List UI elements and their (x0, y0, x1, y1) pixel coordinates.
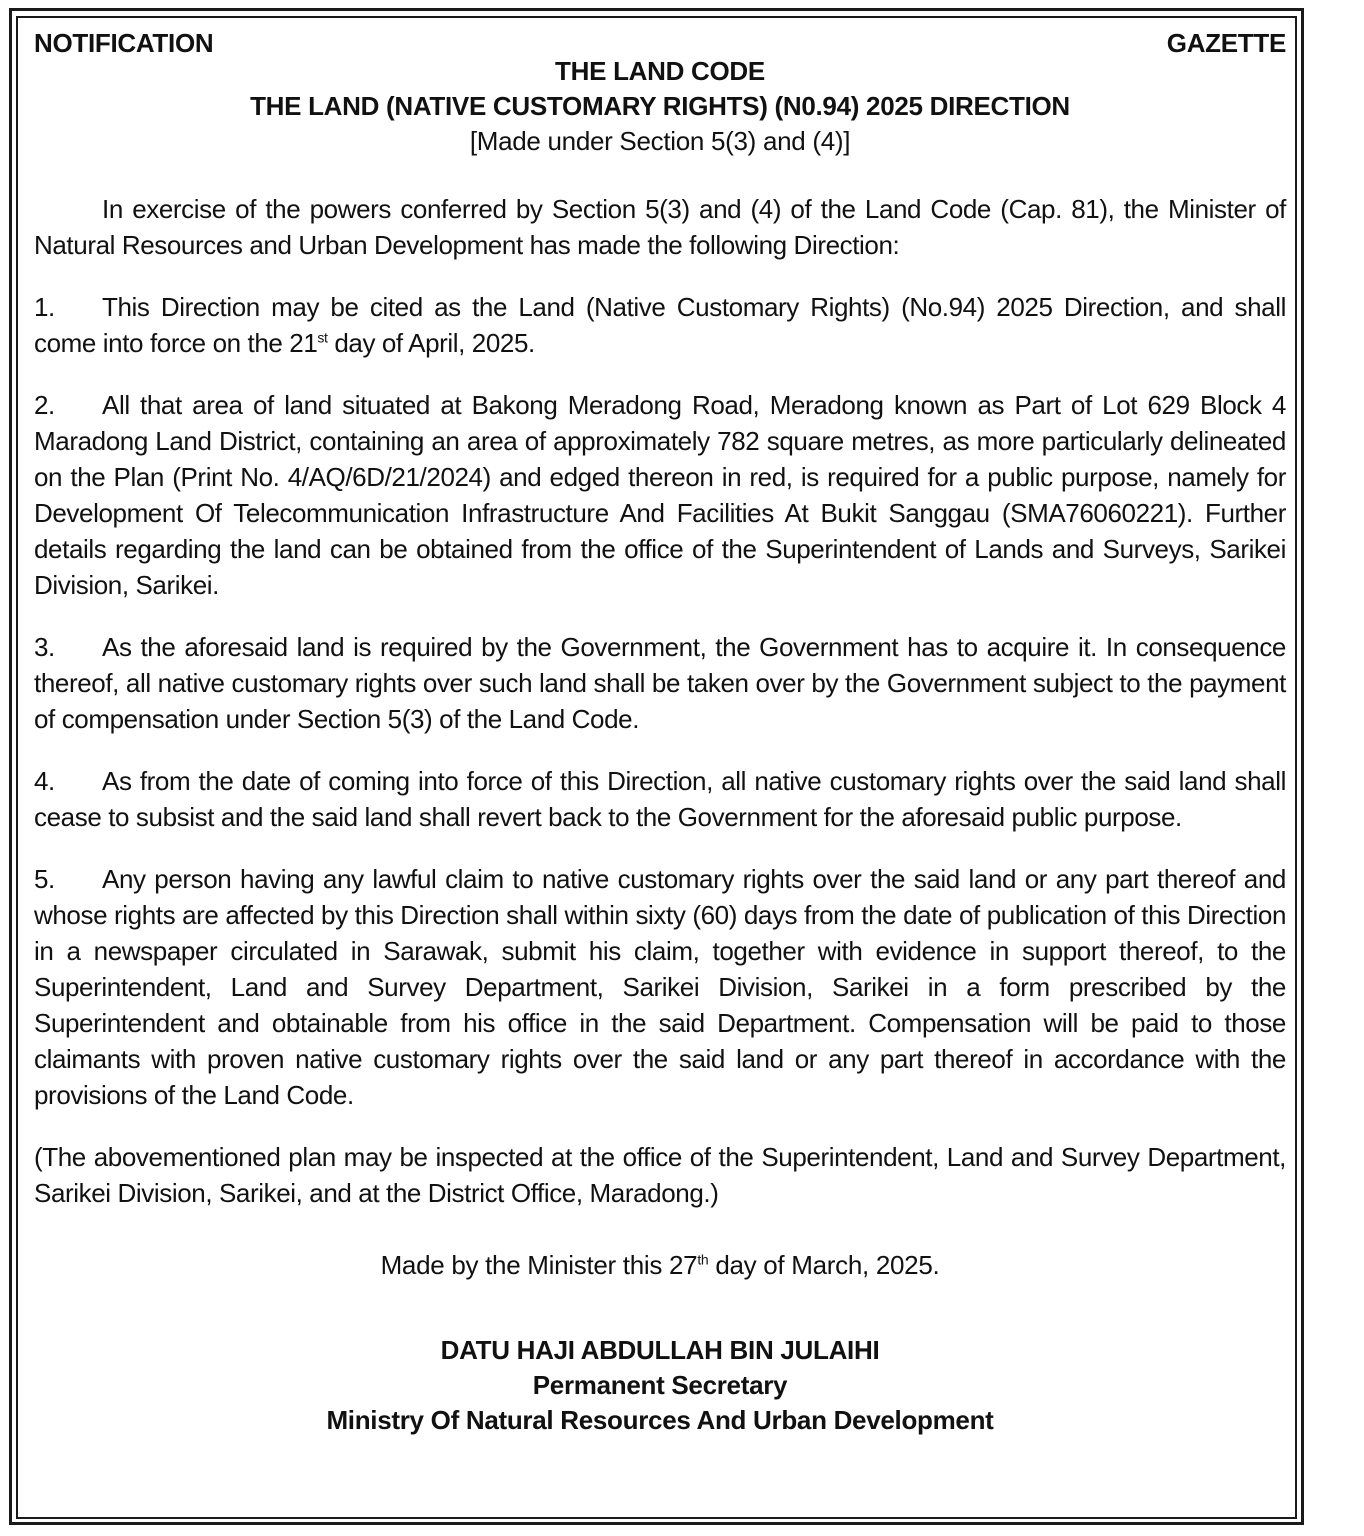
signatory-name: DATU HAJI ABDULLAH BIN JULAIHI (440, 1335, 880, 1365)
made-by-line (34, 1247, 1286, 1283)
clause-text: This Direction may be cited as the Land (Native Customary Rights) (No.94) 2025 Direction, and shall come into force on the 21 (34, 292, 1286, 358)
clause-2 (34, 387, 1286, 603)
superscript: th (697, 1251, 709, 1268)
clause-number: 1. (34, 292, 55, 322)
clause-number: 2. (34, 390, 55, 420)
clause-number: 4. (34, 766, 55, 796)
clause-text-end: day of April, 2025. (327, 328, 535, 358)
clause-5 (34, 861, 1286, 1113)
gazette-label: GAZETTE (1166, 28, 1286, 58)
title-made-under: [Made under Section 5(3) and (4)] (469, 126, 851, 156)
clause-text: Any person having any lawful claim to native customary rights over the said land or any part thereof and whose rights are affected by this Direction shall within sixty (60) days from the date of publication of this Direction in a newspaper circulated in Sarawak, submit his claim, together with evidence in support thereof, to the Superintendent, Land and Survey Department, Sarikei Division, Sarikei in a form prescribed by the Superintendent and obtainable from his office in the said Department. Compensation will be paid to those claimants with proven native customary rights over the said land or any part thereof in accordance with the provisions of the Land Code. (34, 864, 1286, 1110)
clause-4 (34, 763, 1286, 835)
preamble-text: In exercise of the powers conferred by Section 5(3) and (4) of the Land Code (Cap. 81), the Minister of Natural Resources and Urban Development has made the following Direction: (34, 194, 1286, 260)
clause-number: 5. (34, 864, 55, 894)
clause-1 (34, 289, 1286, 361)
made-by-text: Made by the Minister this 27 (380, 1250, 698, 1280)
clause-text: As the aforesaid land is required by the Government, the Government has to acquire it. In consequence thereof, all native customary rights over such land shall be taken over by the Government subject to the payment of compensation under Section 5(3) of the Land Code. (34, 632, 1286, 734)
superscript: st (317, 329, 328, 346)
title-land-code: THE LAND CODE (555, 56, 765, 86)
clause-3 (34, 629, 1286, 737)
clause-text: As from the date of coming into force of this Direction, all native customary rights over the said land shall cease to subsist and the said land shall revert back to the Government for the aforesaid public purpose. (34, 766, 1286, 832)
signatory-position: Permanent Secretary (532, 1370, 788, 1400)
title-direction: THE LAND (NATIVE CUSTOMARY RIGHTS) (N0.94) 2025 DIRECTION (250, 91, 1070, 121)
notice-content (34, 26, 1286, 1438)
plan-inspection-note: (The abovementioned plan may be inspected at the office of the Superintendent, Land and Survey Department, Sarikei Division, Sarikei, and at the District Office, Maradong.) (34, 1142, 1286, 1208)
clause-number: 3. (34, 632, 55, 662)
made-by-text-end: day of March, 2025. (708, 1250, 940, 1280)
signatory-ministry: Ministry Of Natural Resources And Urban Development (326, 1405, 994, 1435)
notification-label: NOTIFICATION (34, 28, 214, 58)
clause-text: All that area of land situated at Bakong Meradong Road, Meradong known as Part of Lot 629 Block 4 Maradong Land District, containing an area of approximately 782 square metres, as more particularly delineated on the Plan (Print No. 4/AQ/6D/21/2024) and edged thereon in red, is required for a public purpose, namely for Development Of Telecommunication Infrastructure And Facilities At Bukit Sanggau (SMA76060221). Further details regarding the land can be obtained from the office of the Superintendent of Lands and Surveys, Sarikei Division, Sarikei. (34, 390, 1286, 600)
preamble-paragraph (34, 191, 1286, 263)
